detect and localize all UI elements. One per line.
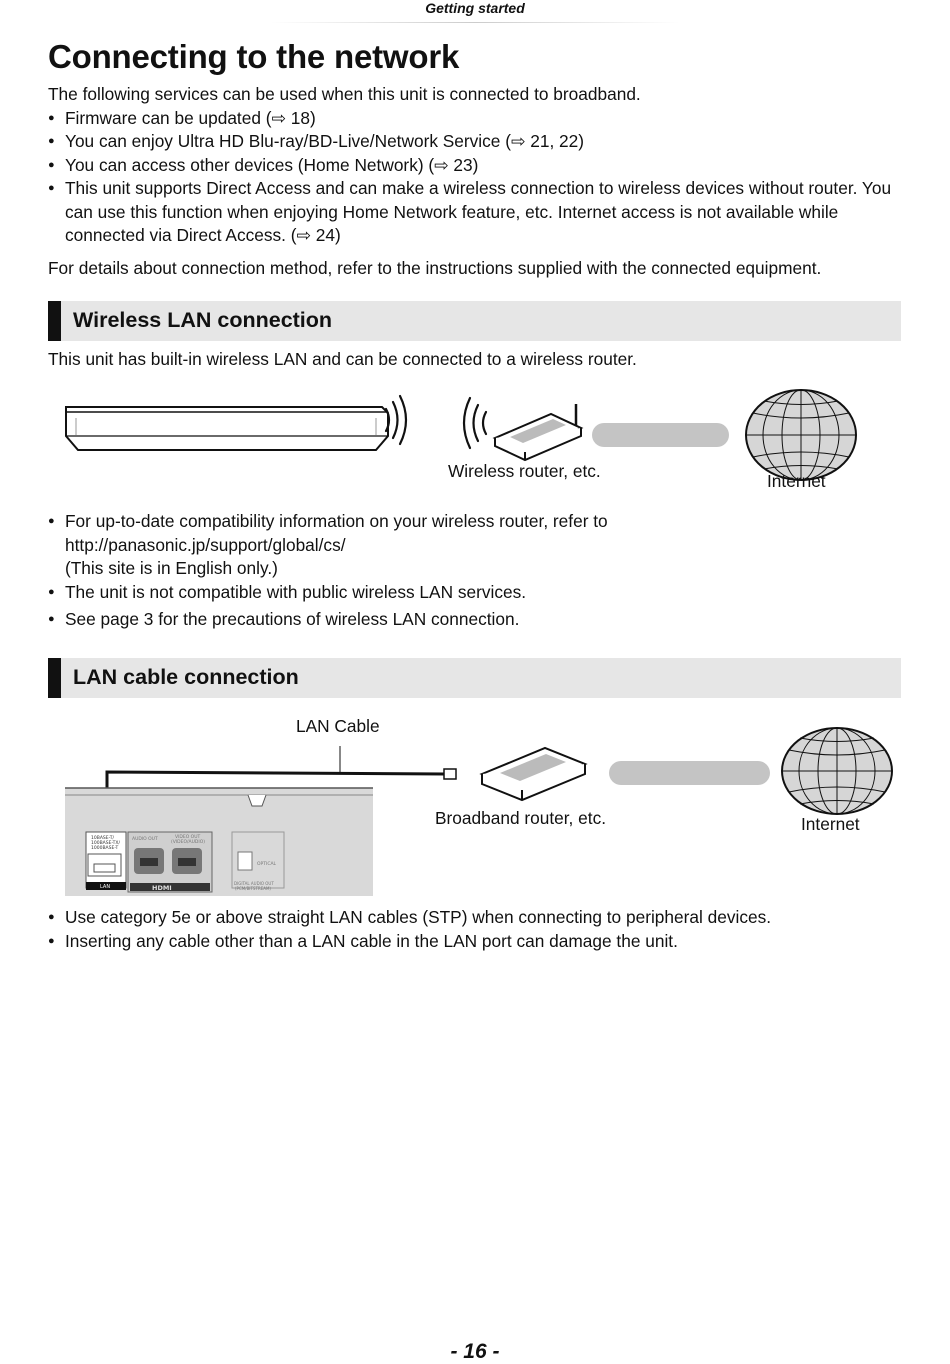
- hdmi-label: HDMI: [152, 884, 172, 892]
- intro-block: [48, 83, 908, 248]
- player-rear-panel: [65, 788, 373, 896]
- cable-category-note: ● Use category 5e or above straight LAN cables (STP) when connecting to peripheral devices.: [48, 906, 908, 930]
- lan-port-label: LAN: [100, 884, 111, 890]
- service-item: ● You can enjoy Ultra HD Blu-ray/BD-Live/Network Service (⇨ 21, 22): [48, 130, 908, 154]
- lan-spec-1: 10BASE-T/: [91, 836, 115, 841]
- video-out-sub-label: (VIDEO/AUDIO): [171, 840, 205, 845]
- lan-cable-label: LAN Cable: [296, 716, 380, 736]
- wifi-signal-icon: [386, 396, 406, 444]
- cable-warning-note: ● Inserting any cable other than a LAN cable in the LAN port can damage the unit.: [48, 930, 908, 954]
- lan-spec-2: 100BASE-TX/: [91, 841, 121, 846]
- public-wlan-note: ● The unit is not compatible with public wireless LAN services.: [48, 581, 908, 605]
- details-note: For details about connection method, refer to the instructions supplied with the connected equipment.: [48, 258, 822, 278]
- wireless-router-label: Wireless router, etc.: [448, 461, 601, 481]
- support-url-link[interactable]: http://panasonic.jp/support/global/cs/: [65, 534, 346, 555]
- service-item: ● Firmware can be updated (⇨ 18): [48, 107, 908, 131]
- service-item: ● This unit supports Direct Access and can make a wireless connection to wireless devices without router. You can use this function when enjoying Home Network feature, etc. Internet access is not available while connected via Direct Access. (⇨ 24): [48, 177, 908, 248]
- wireless-section-heading: [48, 301, 901, 341]
- running-header: Getting started: [425, 0, 525, 16]
- video-out-label: VIDEO OUT: [175, 835, 201, 840]
- wireless-heading-text: Wireless LAN connection: [73, 308, 333, 332]
- service-list: [48, 107, 908, 248]
- internet-globe-icon: [782, 728, 892, 814]
- optical-label: OPTICAL: [257, 862, 277, 867]
- connection-bar: [592, 423, 729, 447]
- compatibility-note: [48, 510, 908, 581]
- lan-notes: [48, 906, 908, 953]
- digital-audio-label: DIGITAL AUDIO OUT: [234, 881, 274, 886]
- page-title: Connecting to the network: [48, 38, 460, 75]
- header-rule: [270, 22, 680, 23]
- precautions-note: ● See page 3 for the precautions of wireless LAN connection.: [48, 608, 908, 632]
- audio-out-label: AUDIO OUT: [132, 837, 158, 842]
- lan-spec-3: 1000BASE-T: [91, 846, 119, 851]
- internet-globe-icon: [746, 390, 856, 480]
- page-number: - 16 -: [450, 1340, 500, 1363]
- intro-lead: The following services can be used when this unit is connected to broadband.: [48, 84, 641, 104]
- lan-heading-text: LAN cable connection: [73, 665, 299, 689]
- wireless-diagram: [0, 390, 950, 510]
- broadband-router-label: Broadband router, etc.: [435, 808, 607, 828]
- compatibility-text: For up-to-date compatibility information on your wireless router, refer to: [65, 511, 608, 531]
- heading-bar: [48, 658, 61, 698]
- lan-section-heading: [48, 658, 901, 698]
- wireless-internet-label: Internet: [767, 471, 826, 491]
- wireless-description: This unit has built-in wireless LAN and can be connected to a wireless router.: [48, 349, 637, 369]
- broadband-router-icon: [482, 748, 585, 800]
- wireless-router-icon: [495, 404, 581, 460]
- wifi-receive-icon: [464, 398, 486, 448]
- lan-internet-label: Internet: [801, 814, 860, 834]
- english-only-note: (This site is in English only.): [65, 558, 278, 578]
- bluray-player-icon: [66, 407, 388, 450]
- service-item: ● You can access other devices (Home Network) (⇨ 23): [48, 154, 908, 178]
- digital-audio-sub-label: (PCM/BITSTREAM): [235, 886, 271, 891]
- wireless-notes: [48, 510, 908, 632]
- connection-bar: [609, 761, 770, 785]
- heading-bar: [48, 301, 61, 341]
